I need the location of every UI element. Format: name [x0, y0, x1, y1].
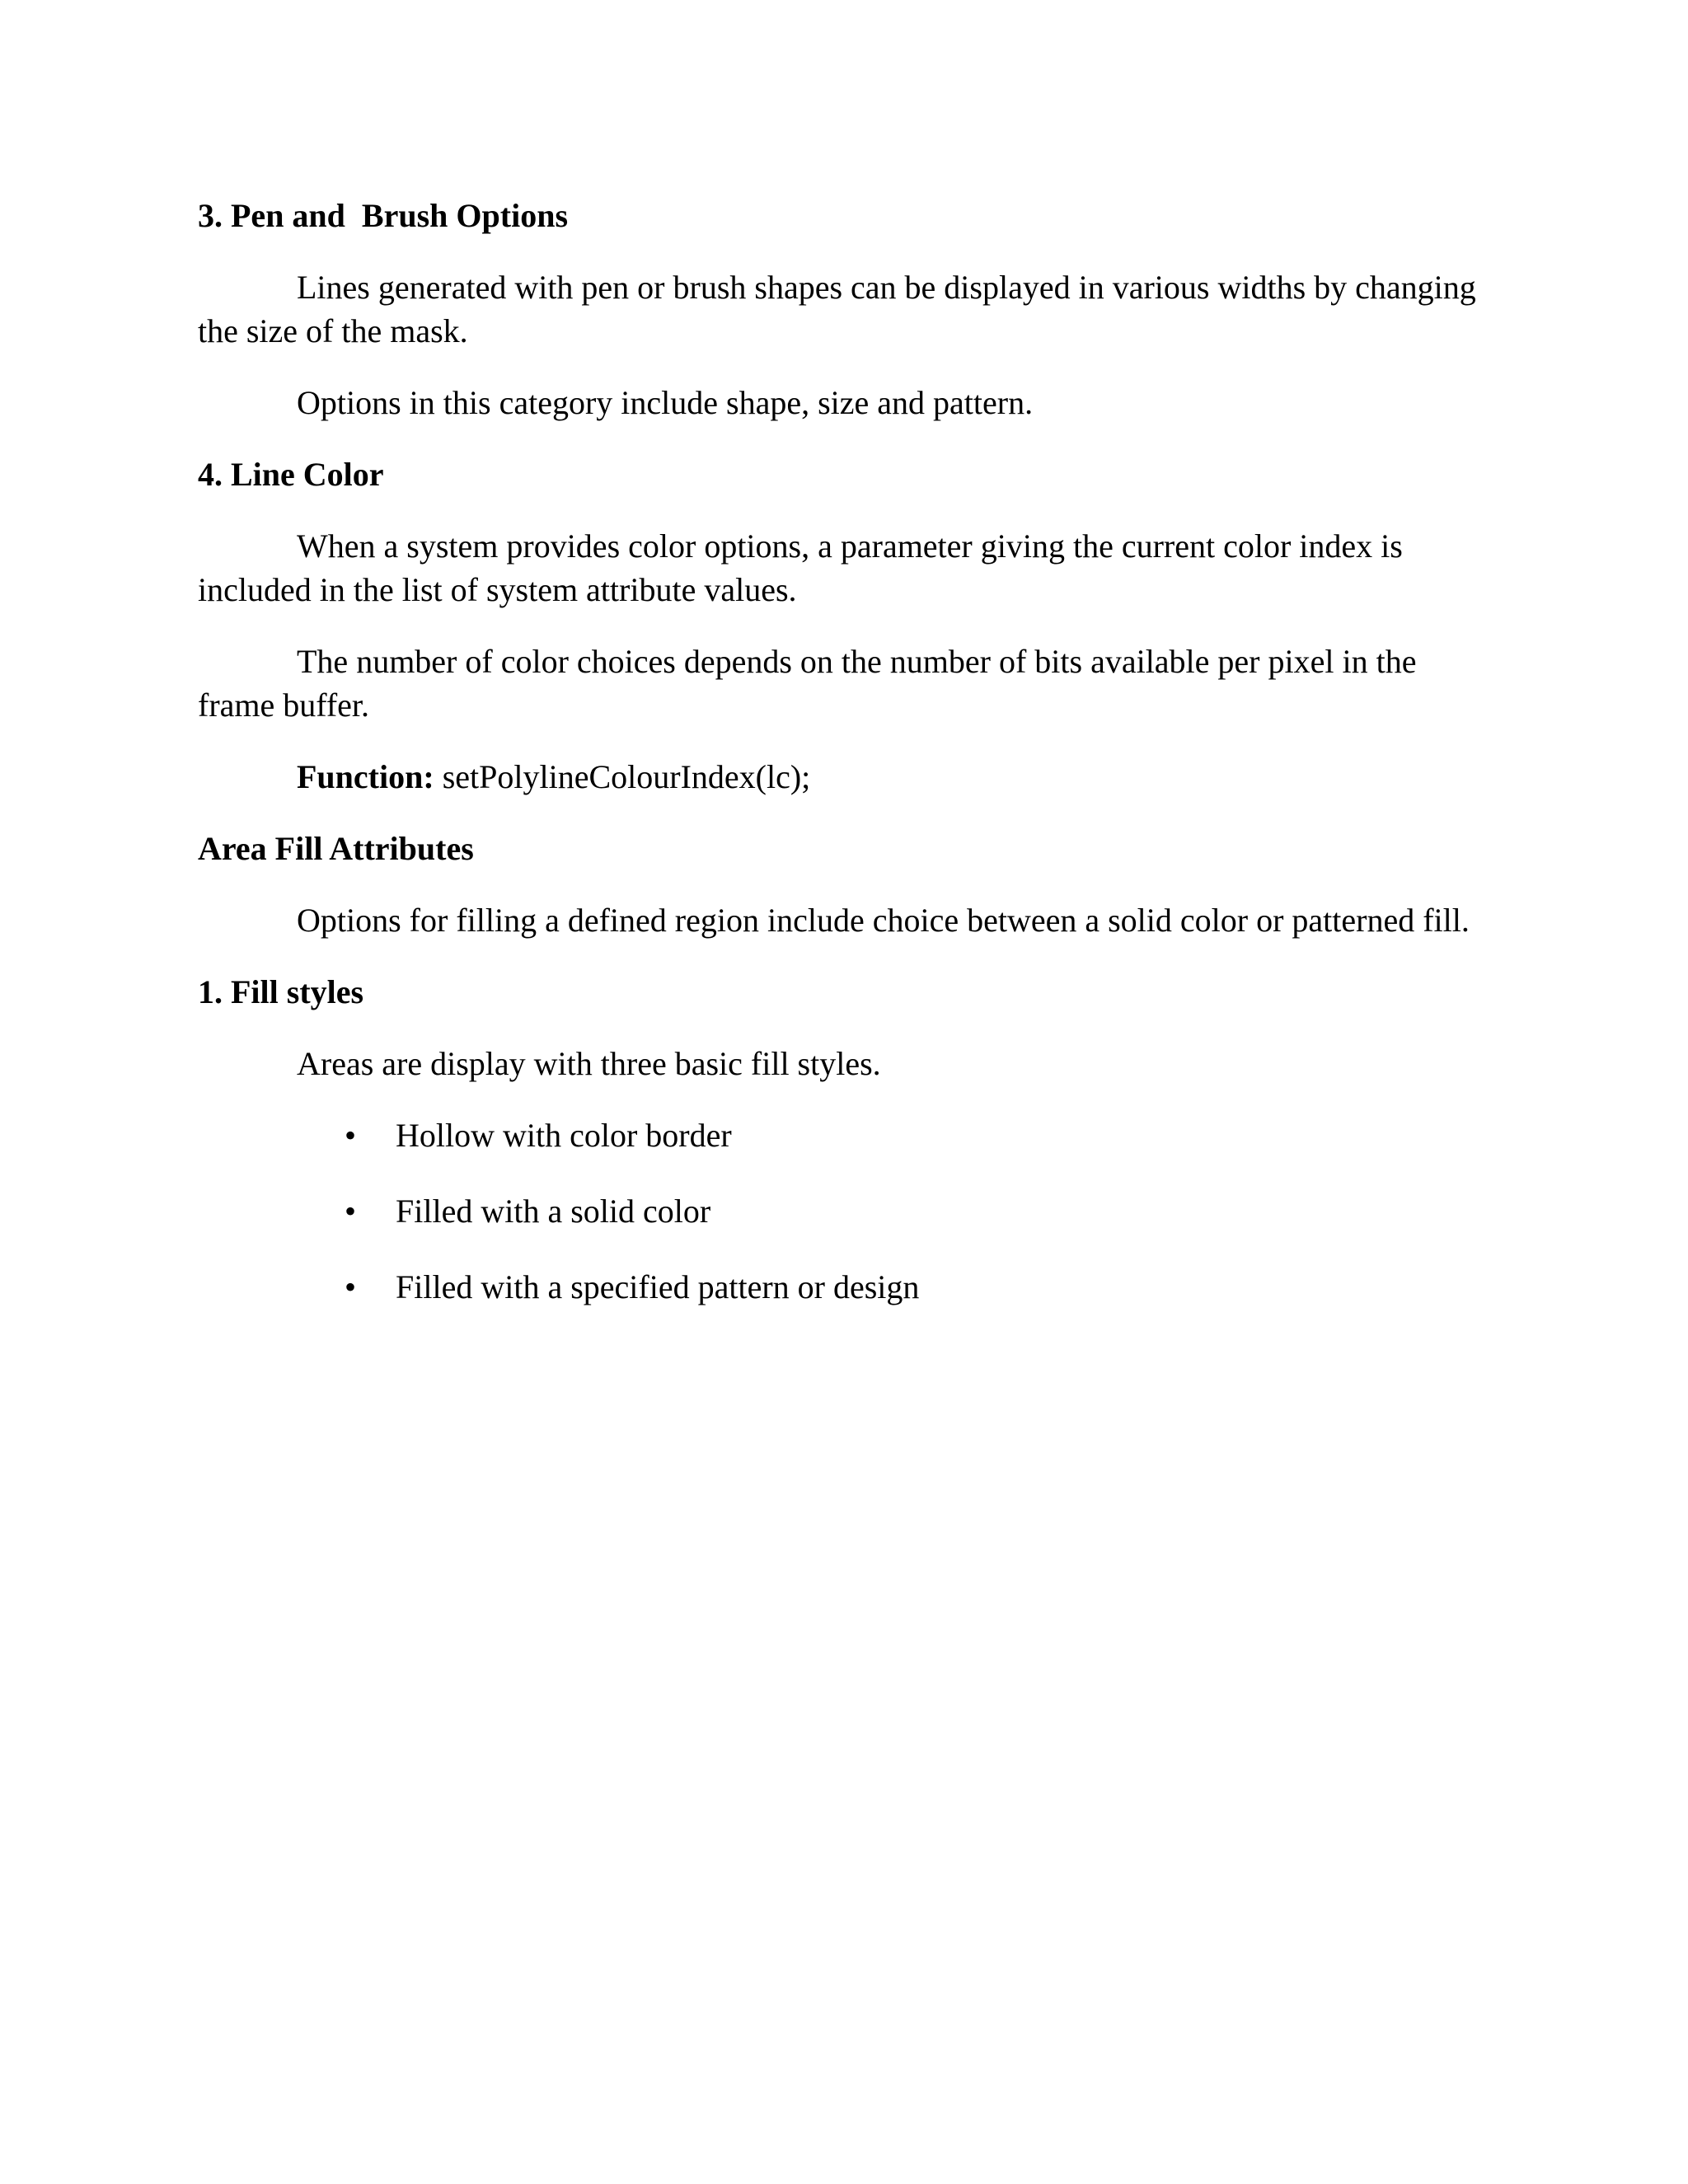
list-item: [198, 1189, 1500, 1233]
fill-styles-list: [198, 1113, 1500, 1309]
paragraph-fill-styles-intro: Areas are display with three basic fill styles.: [297, 1045, 881, 1082]
bullet-icon: •: [345, 1268, 357, 1305]
function-line: [297, 755, 1500, 799]
list-item: [198, 1113, 1500, 1157]
list-item-text: Filled with a specified pattern or design: [396, 1268, 920, 1305]
list-item-text: Hollow with color border: [396, 1117, 732, 1154]
paragraph-line-color-choices: The number of color choices depends on the number of bits available per pixel in the frame buffer.: [198, 643, 1417, 724]
section-heading-line-color: 4. Line Color: [198, 456, 384, 493]
paragraph-area-fill-options: Options for filling a defined region include choice between a solid color or patterned fill.: [297, 902, 1470, 939]
list-item-text: Filled with a solid color: [396, 1193, 711, 1230]
paragraph-pen-brush-widths: Lines generated with pen or brush shapes can be displayed in various widths by changing the size of the mask.: [198, 269, 1476, 349]
section-heading-fill-styles: 1. Fill styles: [198, 973, 364, 1010]
function-value: setPolylineColourIndex(lc);: [434, 758, 811, 795]
section-heading-area-fill: Area Fill Attributes: [198, 830, 474, 867]
paragraph-pen-brush-options: Options in this category include shape, size and pattern.: [297, 384, 1034, 421]
list-item: [198, 1265, 1500, 1309]
paragraph-line-color-index: When a system provides color options, a parameter giving the current color index is included in the list of system attribute values.: [198, 527, 1403, 608]
function-label: Function:: [297, 758, 434, 795]
section-heading-pen-brush: 3. Pen and Brush Options: [198, 197, 569, 234]
bullet-icon: •: [345, 1193, 357, 1230]
document-content: [198, 194, 1500, 1341]
bullet-icon: •: [345, 1117, 357, 1154]
